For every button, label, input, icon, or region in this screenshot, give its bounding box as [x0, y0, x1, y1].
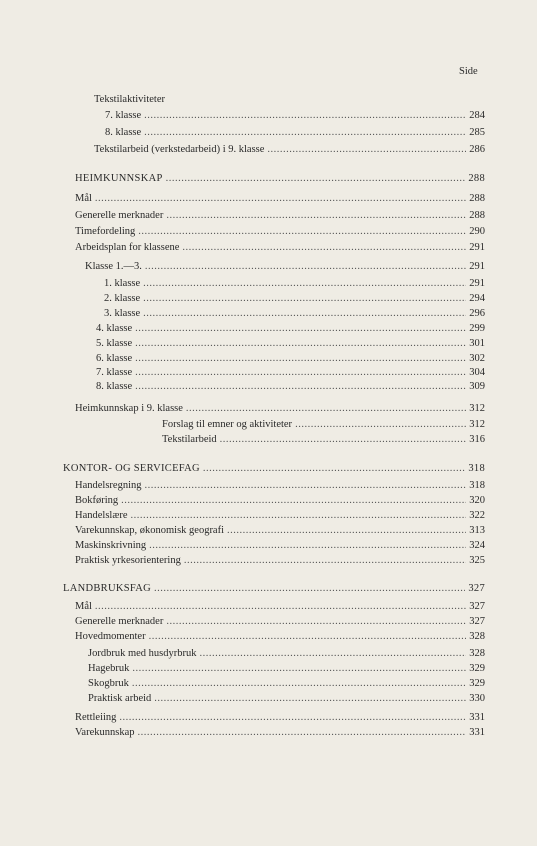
toc-entry[interactable]: 8. klasse ..... 309: [96, 380, 485, 394]
toc-entry[interactable]: Handelsregning ..... 318: [75, 479, 485, 493]
toc-entry[interactable]: Jordbruk med husdyrbruk ..... 328: [88, 647, 485, 661]
toc-entry[interactable]: Tekstilarbeid (verkstedarbeid) i 9. klasse ..... 286: [94, 143, 485, 157]
toc-entry[interactable]: 2. klasse ..... 294: [104, 292, 485, 306]
toc-entry[interactable]: Bokføring ..... 320: [75, 494, 485, 508]
toc-entry[interactable]: Hagebruk ..... 329: [88, 662, 485, 676]
toc-entry[interactable]: Arbeidsplan for klassene ..... 291: [75, 241, 485, 255]
toc-entry[interactable]: Praktisk yrkesorientering ..... 325: [75, 554, 485, 568]
toc-entry[interactable]: Generelle merknader ..... 288: [75, 209, 485, 223]
toc-entry[interactable]: Mål ..... 288: [75, 192, 485, 206]
toc-entry[interactable]: Varekunnskap ..... 331: [75, 726, 485, 740]
toc-entry[interactable]: Heimkunnskap i 9. klasse ..... 312: [75, 402, 485, 416]
toc-entry[interactable]: 7. klasse ..... 284: [105, 109, 485, 123]
toc-entry[interactable]: 8. klasse ..... 285: [105, 126, 485, 140]
toc-entry[interactable]: 3. klasse ..... 296: [104, 307, 485, 321]
toc-entry[interactable]: 7. klasse ..... 304: [96, 366, 485, 380]
toc-entry[interactable]: Varekunnskap, økonomisk geografi ..... 313: [75, 524, 485, 538]
toc-section-heading[interactable]: LANDBRUKSFAG ..... 327: [63, 582, 485, 596]
toc-entry[interactable]: 6. klasse ..... 302: [96, 352, 485, 366]
toc-entry[interactable]: Skogbruk ..... 329: [88, 677, 485, 691]
toc-entry[interactable]: 5. klasse ..... 301: [96, 337, 485, 351]
toc-entry[interactable]: Praktisk arbeid ..... 330: [88, 692, 485, 706]
toc-section-heading[interactable]: KONTOR- OG SERVICEFAG ..... 318: [63, 462, 485, 476]
toc-entry[interactable]: 4. klasse ..... 299: [96, 322, 485, 336]
toc-section-heading[interactable]: HEIMKUNNSKAP ..... 288: [75, 172, 485, 186]
toc-entry[interactable]: 1. klasse ..... 291: [104, 277, 485, 291]
toc-entry[interactable]: Timefordeling ..... 290: [75, 225, 485, 239]
toc-entry[interactable]: Mål ..... 327: [75, 600, 485, 614]
toc-entry[interactable]: Klasse 1.—3. ..... 291: [85, 260, 485, 274]
toc-entry[interactable]: Tekstilarbeid ..... 316: [162, 433, 485, 447]
side-label: Side: [459, 66, 478, 77]
toc-entry[interactable]: Hovedmomenter ..... 328: [75, 630, 485, 644]
toc-entry[interactable]: Generelle merknader ..... 327: [75, 615, 485, 629]
toc-subheading: Tekstilaktiviteter: [94, 94, 165, 105]
toc-entry[interactable]: Maskinskrivning ..... 324: [75, 539, 485, 553]
toc-entry[interactable]: Rettleiing ..... 331: [75, 711, 485, 725]
toc-entry[interactable]: Handelslære ..... 322: [75, 509, 485, 523]
toc-entry[interactable]: Forslag til emner og aktiviteter ..... 312: [162, 418, 485, 432]
